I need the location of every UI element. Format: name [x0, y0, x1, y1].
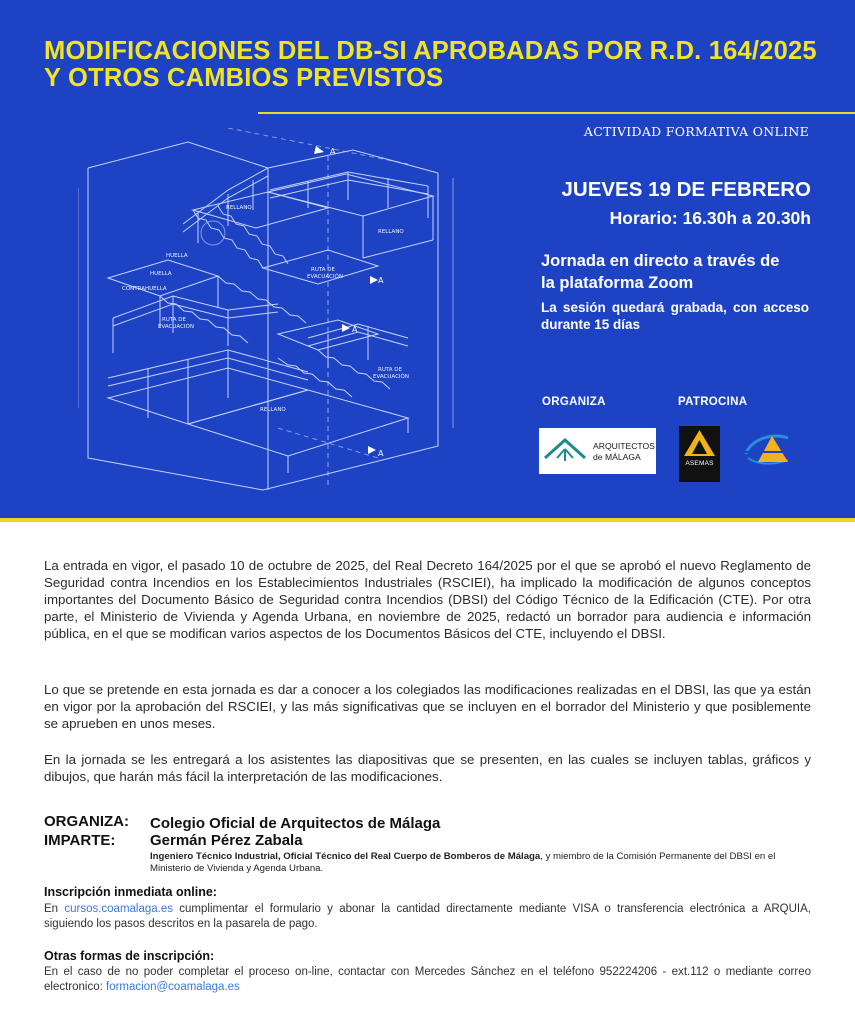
section-mark-a-mid: A	[352, 325, 358, 334]
section-mark-a-right: A	[378, 276, 384, 285]
title-line-2: Y OTROS CAMBIOS PREVISTOS	[44, 64, 444, 92]
staircase-blueprint-illustration	[78, 128, 470, 494]
coa-malaga-logo	[539, 428, 656, 474]
event-format	[541, 250, 811, 294]
credits-organiza-label: ORGANIZA:	[44, 813, 129, 830]
other-text-pre: En el caso de no poder completar el proceso on-line, contactar con Mercedes Sánchez en el teléfono 952224206 - ext.112 o mediante correo electronico:	[44, 966, 811, 993]
event-schedule: Horario: 16.30h a 20.30h	[609, 208, 811, 228]
credits-imparte-value: Germán Pérez Zabala	[150, 832, 303, 849]
speaker-description-rest: , y miembro de la Comisión Permanente del DBSI en el Ministerio de Vivienda y Agenda Urbana.	[150, 851, 776, 874]
label-huella-2: HUELLA	[150, 271, 172, 277]
email-link[interactable]: formacion@coamalaga.es	[106, 981, 240, 993]
cursos-link[interactable]: cursos.coamalaga.es	[64, 903, 174, 915]
online-registration-heading: Inscripción inmediata online:	[44, 885, 217, 899]
asemas-logo-text: ASEMAS	[685, 460, 714, 467]
coa-logo-line-2: de MÁLAGA	[593, 452, 641, 462]
speaker-description-main: Ingeniero Técnico Industrial, Oficial Técnico del Real Cuerpo de Bomberos de Málaga	[150, 851, 541, 862]
other-registration-text	[44, 965, 811, 995]
objective-paragraph: Lo que se pretende en esta jornada es dar a conocer a los colegiados las modificaciones realizadas en el DBSI, las que ya están en vigor por la aprobación del RSCIEI, y las más significativas que se incluyen en el borrador del Ministerio y que posiblemente se aprueben en unos meses.	[44, 682, 811, 731]
label-ruta-1a: RUTA DE	[311, 267, 336, 273]
intro-paragraph: La entrada en vigor, el pasado 10 de octubre de 2025, del Real Decreto 164/2025 por el que se aprobó el nuevo Reglamento de Seguridad contra Incendios en los Establecimientos Industriales (RSCIEI), ha implicado la modificación de algunos conceptos importantes del Documento Básico de Seguridad contra Incendios (DBSI) del Código Técnico de la Edificación (CTE). Por otra parte, el Ministerio de Vivienda y Agenda Urbana, en noviembre de 2025, redactó un borrador para audiencia e información pública, en el que se modifican varios aspectos de los Documentos Básicos del CTE, incluyendo el DBSI.	[44, 558, 811, 641]
online-text-post: cumplimentar el formulario y abonar la cantidad directamente mediante VISA o transferencia electrónica a ARQUIA, siguiendo los pasos descritos en la pasarela de pago.	[44, 903, 811, 930]
asemas-triangle-icon	[679, 426, 720, 460]
credits-imparte-label: IMPARTE:	[44, 832, 116, 849]
label-huella-1: HUELLA	[166, 253, 188, 259]
label-contrahuella: CONTRAHUELLA	[122, 286, 167, 292]
label-rellano-top: RELLANO	[226, 205, 252, 211]
arquia-logo-icon	[742, 430, 794, 470]
activity-type-label: ACTIVIDAD FORMATIVA ONLINE	[583, 124, 809, 139]
section-mark-a-bottom: A	[378, 449, 384, 458]
materials-paragraph: En la jornada se les entregará a los asistentes las diapositivas que se presenten, en las cuales se incluyen tablas, gráficos y dibujos, que harán más fácil la interpretación de las modificaciones.	[44, 752, 811, 784]
event-date: JUEVES 19 DE FEBRERO	[561, 178, 811, 201]
page-title	[44, 38, 844, 92]
label-ruta-1b: EVACUACIÓN	[307, 274, 343, 280]
coa-roof-icon	[539, 428, 589, 474]
patrocina-label: PATROCINA	[678, 396, 748, 408]
recording-note: La sesión quedará grabada, con acceso durante 15 días	[541, 300, 809, 332]
credits-organiza-value: Colegio Oficial de Arquitectos de Málaga	[150, 815, 441, 832]
title-line-1: MODIFICACIONES DEL DB-SI APROBADAS POR R.D. 164/2025	[44, 37, 817, 65]
label-rellano-bottom: RELLANO	[260, 407, 286, 413]
asemas-logo	[679, 426, 720, 482]
label-ruta-2a: RUTA DE	[162, 317, 187, 323]
online-text-pre: En	[44, 903, 65, 915]
label-ruta-3b: EVACUACIÓN	[373, 374, 409, 380]
section-mark-a-top: A	[330, 147, 336, 156]
event-format-line-2: la plataforma Zoom	[541, 274, 694, 292]
organiza-label: ORGANIZA	[542, 396, 606, 408]
label-ruta-2b: EVACUACIÓN	[158, 324, 194, 330]
coa-logo-line-1: ARQUITECTOS	[593, 441, 655, 451]
title-underline	[258, 112, 855, 114]
online-registration-text	[44, 902, 811, 932]
event-format-line-1: Jornada en directo a través de	[541, 252, 780, 270]
speaker-description	[150, 851, 815, 875]
other-registration-heading: Otras formas de inscripción:	[44, 949, 215, 963]
banner-yellow-stripe	[0, 518, 855, 522]
label-rellano-right: RELLANO	[378, 229, 404, 235]
label-ruta-3a: RUTA DE	[378, 367, 403, 373]
